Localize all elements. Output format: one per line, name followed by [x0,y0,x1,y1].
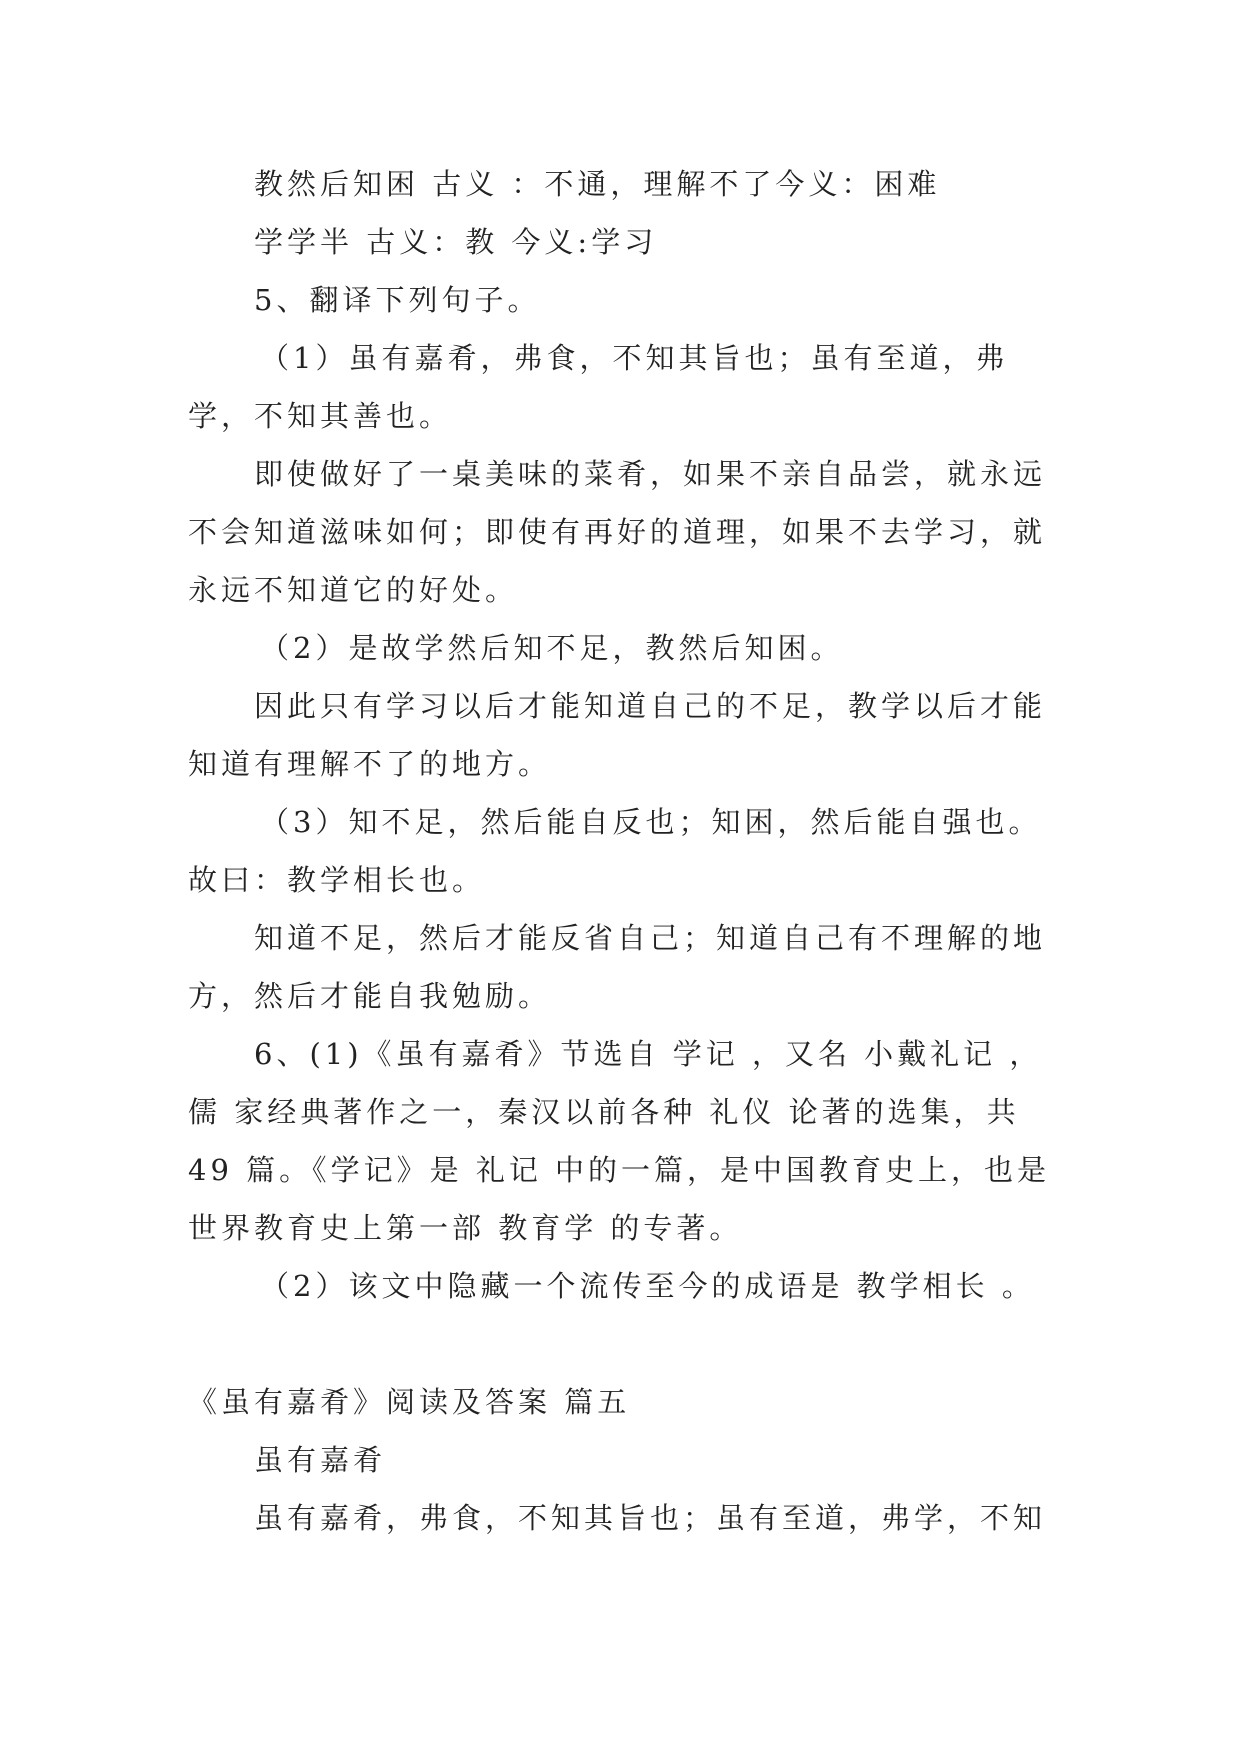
paragraph-question-6-2: （2）该文中隐藏一个流传至今的成语是 教学相长 。 [260,1269,1035,1303]
paragraph-question-6-1: 6、(1)《虽有嘉肴》节选自 学记 ，又名 小戴礼记 ，儒 家经典著作之一，秦汉以前各种 礼仪 论著的选集，共49 篇。《学记》是 礼记 中的一篇，是中国教育史上，也是世界教育史上第一部 教育学 的专著。 [188,1037,1051,1245]
section-heading-text: 虽有嘉肴 [254,1443,387,1477]
document-body [188,155,1053,1547]
paragraph-sentence-3: （3）知不足，然后能自反也；知困，然后能自强也。故曰：教学相长也。 [188,805,1042,897]
section-gap [188,1315,1053,1373]
paragraph-sentence-1: （1）虽有嘉肴，弗食，不知其旨也；虽有至道，弗学，不知其善也。 [188,341,1009,433]
paragraph-kun-definition: 教然后知困 古义 ：不通，理解不了今义：困难 [254,167,941,201]
paragraph-translation-3: 知道不足，然后才能反省自己；知道自己有不理解的地方，然后才能自我勉励。 [188,921,1047,1013]
section-excerpt-line: 虽有嘉肴，弗食，不知其旨也；虽有至道，弗学，不知 [254,1501,1047,1535]
paragraph-sentence-2: （2）是故学然后知不足，教然后知困。 [260,631,844,665]
paragraph-translation-2: 因此只有学习以后才能知道自己的不足，教学以后才能知道有理解不了的地方。 [188,689,1047,781]
paragraph-xue-definition: 学学半 古义：教 今义:学习 [254,225,658,259]
paragraph-question-5: 5、翻译下列句子。 [254,283,541,317]
section-title: 《虽有嘉肴》阅读及答案 篇五 [188,1385,631,1419]
paragraph-translation-1: 即使做好了一桌美味的菜肴，如果不亲自品尝，就永远不会知道滋味如何；即使有再好的道理，如果不去学习，就永远不知道它的好处。 [188,457,1047,607]
